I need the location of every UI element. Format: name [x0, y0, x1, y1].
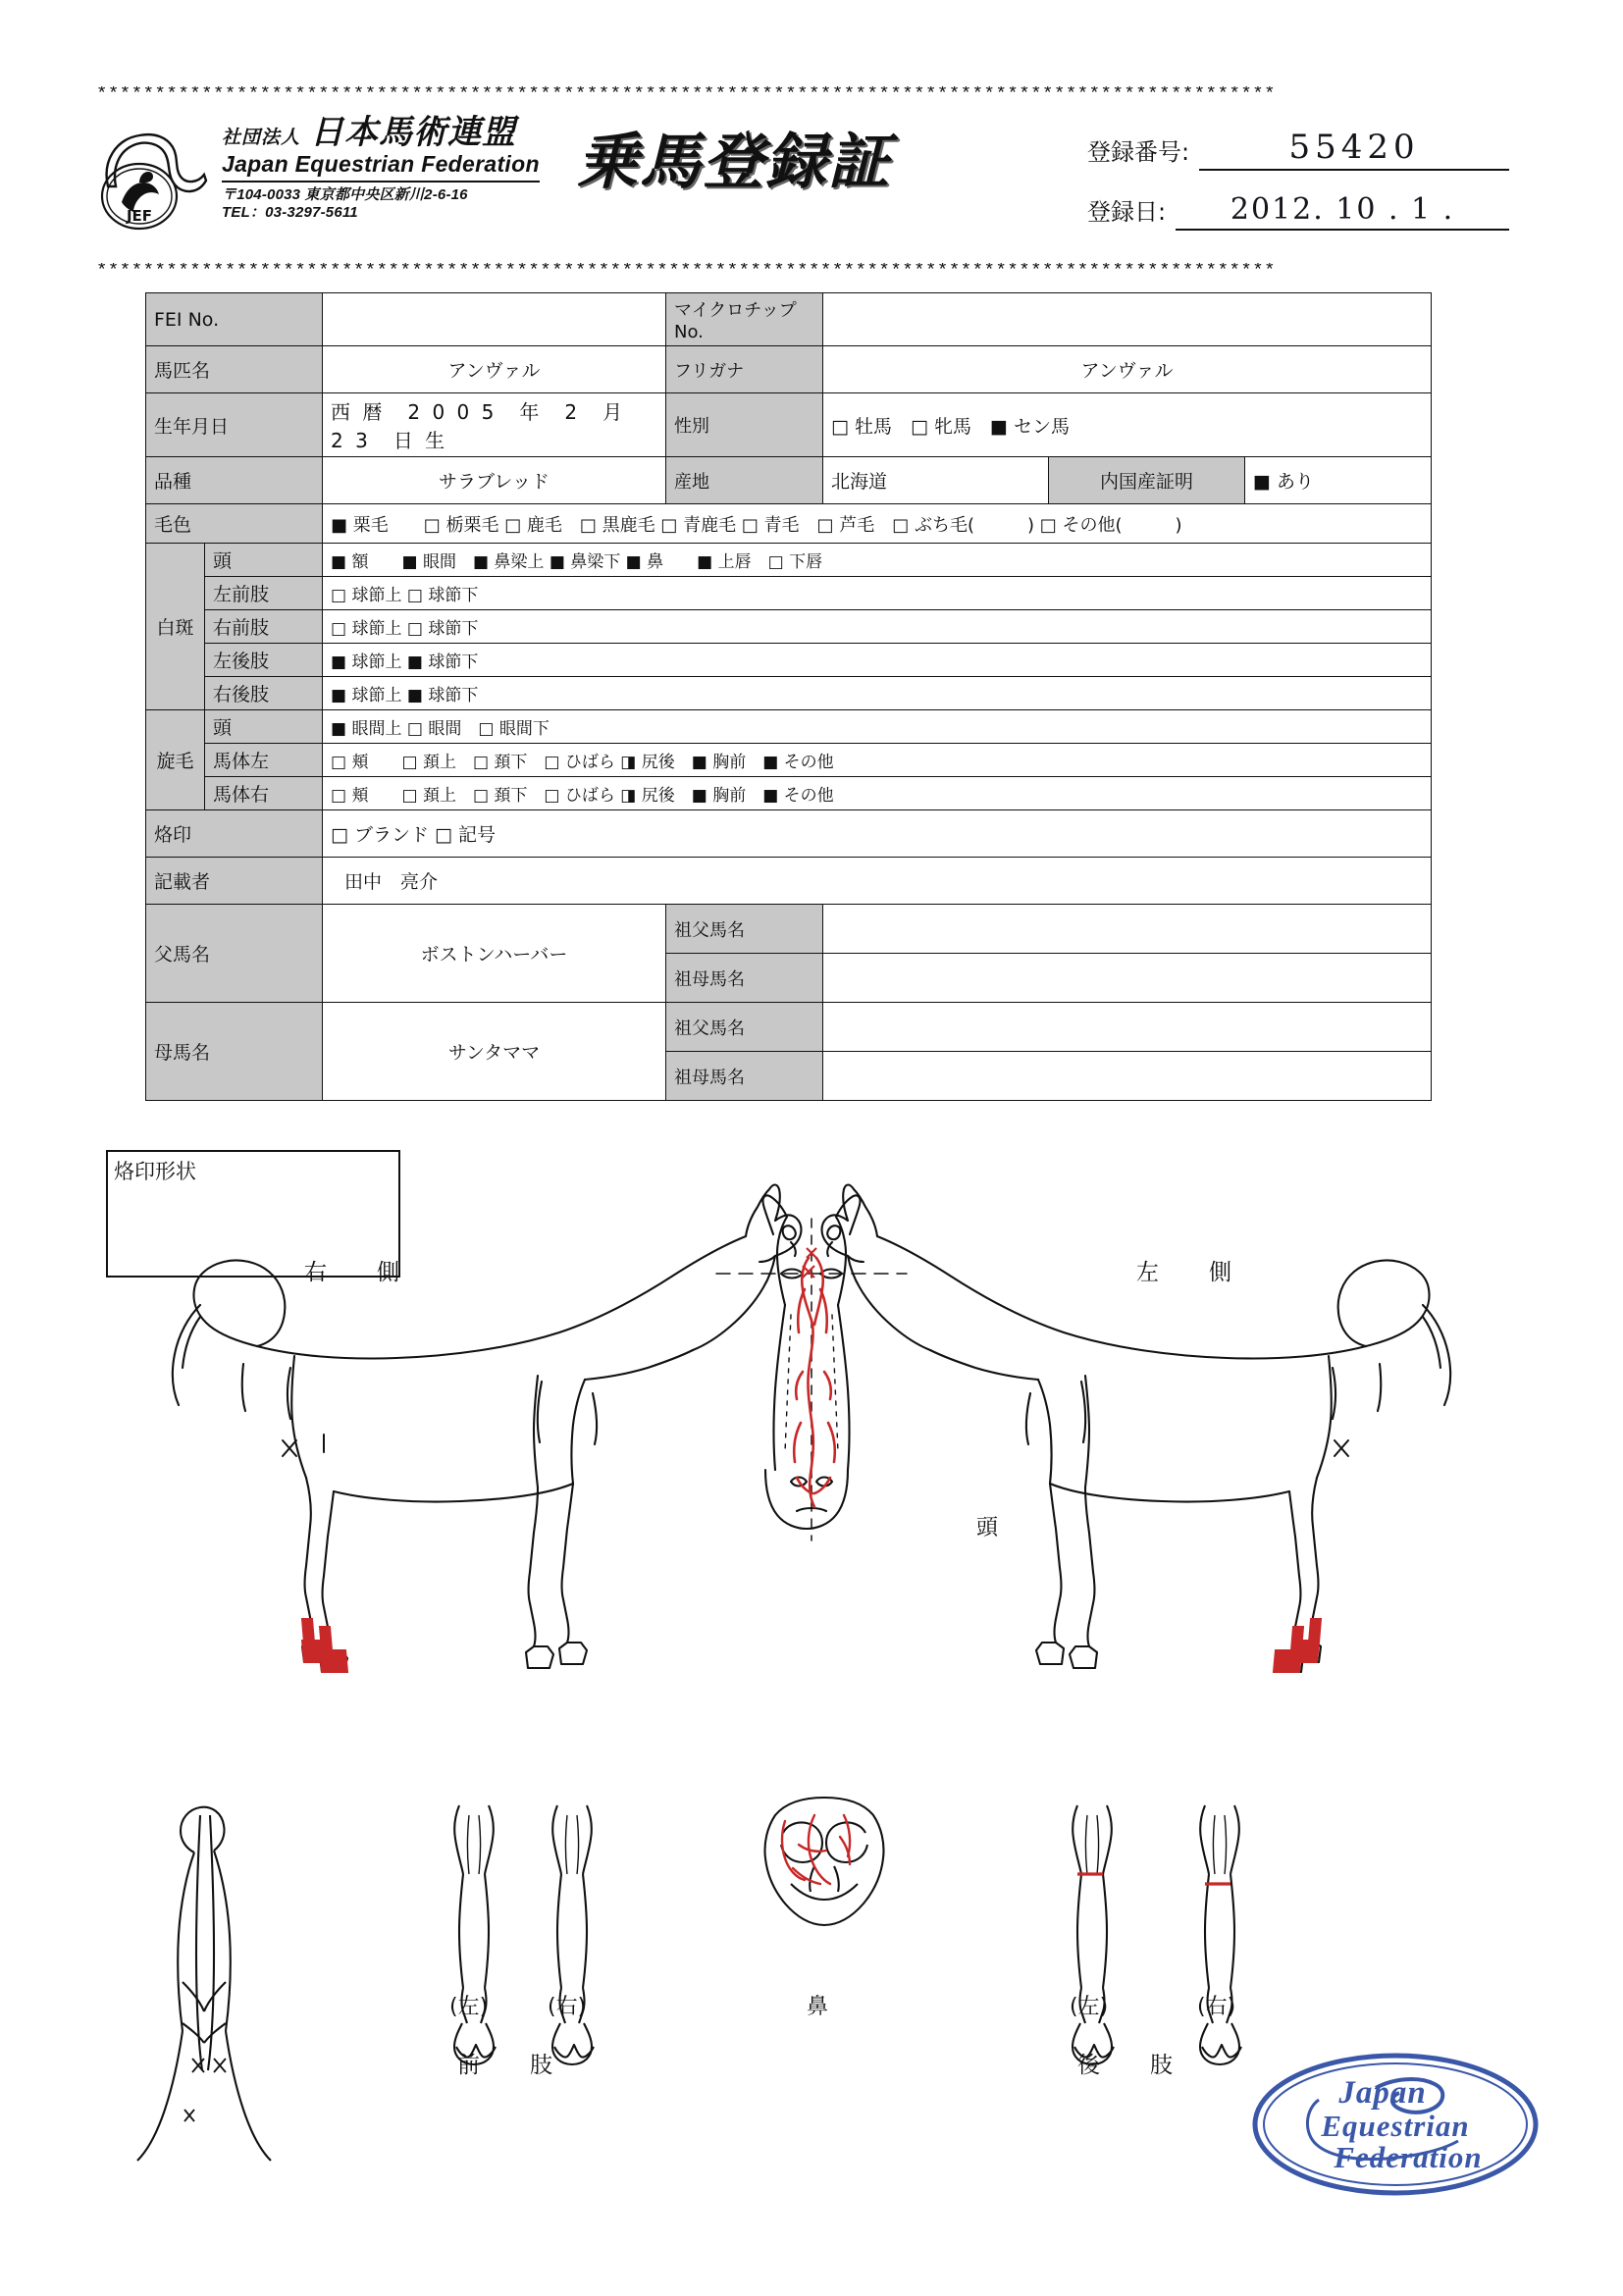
coat-color-options[interactable]: ■ 栗毛 □ 栃栗毛 □ 鹿毛 □ 黒鹿毛 □ 青鹿毛 □ 青毛 □ 芦毛 □ ぶち毛( ) □ その他( ): [323, 504, 1432, 544]
dob-value[interactable]: 西 暦 2 0 0 5 年 2 月 2 3 日 生: [323, 393, 666, 457]
markings-left-hind-label: 左後肢: [205, 644, 323, 677]
sire-granddam-value[interactable]: [823, 954, 1432, 1003]
horse-name-value[interactable]: アンヴァル: [323, 346, 666, 393]
dob-label: 生年月日: [146, 393, 323, 457]
markings-right-hind-label: 右後肢: [205, 677, 323, 710]
sire-granddam-label: 祖母馬名: [666, 954, 823, 1003]
dam-granddam-value[interactable]: [823, 1052, 1432, 1101]
sire-grandsire-label: 祖父馬名: [666, 905, 823, 954]
star-divider-top: *****************************************************************************************************: [96, 86, 1277, 102]
table-row-horse-name: [146, 346, 1432, 393]
left-side-label: 左 側: [1136, 1260, 1245, 1285]
sex-label: 性別: [666, 393, 823, 457]
markings-left-hind-options[interactable]: ■ 球節上 ■ 球節下: [323, 644, 1432, 677]
table-row-fei: [146, 293, 1432, 346]
markings-right-front-options[interactable]: □ 球節上 □ 球節下: [323, 610, 1432, 644]
breed-label: 品種: [146, 457, 323, 504]
whorl-right-label: 馬体右: [205, 777, 323, 810]
table-row-sire-grandsire: [146, 905, 1432, 954]
head-label: 頭: [976, 1516, 999, 1540]
furigana-label: フリガナ: [666, 346, 823, 393]
jef-official-stamp: [1248, 2049, 1543, 2201]
table-row-writer: [146, 858, 1432, 905]
table-row-brand: [146, 810, 1432, 858]
registration-date-value: 2012. 10 . 1 .: [1176, 192, 1509, 231]
markings-left-front-options[interactable]: □ 球節上 □ 球節下: [323, 577, 1432, 610]
markings-right-front-label: 右前肢: [205, 610, 323, 644]
whorl-left-options[interactable]: □ 頬 □ 頚上 □ 頚下 □ ひばら ◨ 尻後 ■ 胸前 ■ その他: [323, 744, 1432, 777]
markings-head-options[interactable]: ■ 額 ■ 眼間 ■ 鼻梁上 ■ 鼻梁下 ■ 鼻 ■ 上唇 □ 下唇: [323, 544, 1432, 577]
page-title: 乗馬登録証: [577, 126, 892, 197]
registration-number-value: 55420: [1199, 128, 1509, 171]
microchip-label: マイクロチップNo.: [666, 293, 823, 346]
stamp-line-2: Equestrian: [1321, 2109, 1470, 2143]
domestic-certificate-value[interactable]: ■ あり: [1245, 457, 1432, 504]
whorl-head-options[interactable]: ■ 眼間上 □ 眼間 □ 眼間下: [323, 710, 1432, 744]
table-row-markings-right-hind: [146, 677, 1432, 710]
hind-limb-label: 後 肢: [1077, 2053, 1186, 2078]
brand-label: 烙印: [146, 810, 323, 858]
table-row-coat-color: [146, 504, 1432, 544]
table-row-markings-head: [146, 544, 1432, 577]
origin-value[interactable]: 北海道: [823, 457, 1049, 504]
table-row-whorl-left: [146, 744, 1432, 777]
hind-left-label: (左): [1070, 1995, 1109, 2019]
coat-color-label: 毛色: [146, 504, 323, 544]
star-divider-bottom: *****************************************************************************************************: [96, 263, 1277, 279]
writer-label: 記載者: [146, 858, 323, 905]
domestic-certificate-label: 内国産証明: [1049, 457, 1245, 504]
furigana-value[interactable]: アンヴァル: [823, 346, 1432, 393]
registration-date-row: [1087, 192, 1509, 231]
microchip-value[interactable]: [823, 293, 1432, 346]
fei-value[interactable]: [323, 293, 666, 346]
dam-value[interactable]: サンタママ: [323, 1003, 666, 1101]
breed-value[interactable]: サラブレッド: [323, 457, 666, 504]
markings-label: 白斑: [146, 610, 205, 644]
registration-number-label: 登録番号:: [1087, 138, 1190, 166]
svg-text:JEF: JEF: [126, 207, 153, 225]
right-side-label: 右 側: [304, 1260, 413, 1285]
registration-info: [1087, 128, 1509, 252]
sex-options[interactable]: □ 牡馬 □ 牝馬 ■ セン馬: [823, 393, 1432, 457]
stamp-line-3: Federation: [1334, 2140, 1483, 2174]
hind-right-label: (右): [1197, 1995, 1236, 2019]
dam-grandsire-value[interactable]: [823, 1003, 1432, 1052]
fei-label: FEI No.: [146, 293, 323, 346]
table-row-whorl-head: [146, 710, 1432, 744]
stamp-line-1: Japan: [1338, 2075, 1427, 2111]
whorl-head-label: 頭: [205, 710, 323, 744]
front-right-label: (右): [548, 1995, 587, 2019]
horse-details-table: [145, 292, 1432, 1101]
horse-markings-diagram: [0, 1128, 1623, 2168]
jef-logo: [96, 126, 214, 234]
org-address-line: 〒104-0033 東京都中央区新川2-6-16: [222, 186, 468, 203]
table-row-breed-origin: [146, 457, 1432, 504]
sire-value[interactable]: ボストンハーバー: [323, 905, 666, 1003]
table-row-markings-left-hind: [146, 644, 1432, 677]
horse-name-label: 馬匹名: [146, 346, 323, 393]
front-left-label: (左): [449, 1995, 489, 2019]
organisation-block: [222, 113, 575, 221]
sire-label: 父馬名: [146, 905, 323, 1003]
whorl-right-options[interactable]: □ 頬 □ 頚上 □ 頚下 □ ひばら ◨ 尻後 ■ 胸前 ■ その他: [323, 777, 1432, 810]
table-row-whorl-right: [146, 777, 1432, 810]
table-row-dob-sex: [146, 393, 1432, 457]
origin-label: 産地: [666, 457, 823, 504]
markings-right-hind-options[interactable]: ■ 球節上 ■ 球節下: [323, 677, 1432, 710]
table-row-markings-right-front: [146, 610, 1432, 644]
brand-shape-label: 烙印形状: [114, 1160, 196, 1183]
org-name-english: Japan Equestrian Federation: [222, 151, 540, 183]
table-row-dam-grandsire: [146, 1003, 1432, 1052]
registration-number-row: [1087, 128, 1509, 171]
dam-granddam-label: 祖母馬名: [666, 1052, 823, 1101]
org-kanji-small: 社団法人: [222, 127, 301, 148]
sire-grandsire-value[interactable]: [823, 905, 1432, 954]
brand-options[interactable]: □ ブランド □ 記号: [323, 810, 1432, 858]
dam-grandsire-label: 祖父馬名: [666, 1003, 823, 1052]
document-header: [96, 113, 1529, 253]
table-row-markings-left-front: [146, 577, 1432, 610]
writer-value[interactable]: 田中 亮介: [323, 858, 1432, 905]
whorl-left-label: 馬体左: [205, 744, 323, 777]
whorl-label: 旋毛: [146, 744, 205, 777]
org-telephone-line: TEL：03-3297-5611: [222, 203, 358, 221]
nose-label: 鼻: [807, 1995, 829, 2019]
markings-head-label: 頭: [205, 544, 323, 577]
dam-label: 母馬名: [146, 1003, 323, 1101]
registration-date-label: 登録日:: [1087, 198, 1167, 226]
front-limb-label: 前 肢: [457, 2053, 566, 2078]
org-kanji-big: 日本馬術連盟: [310, 113, 517, 152]
markings-left-front-label: 左前肢: [205, 577, 323, 610]
